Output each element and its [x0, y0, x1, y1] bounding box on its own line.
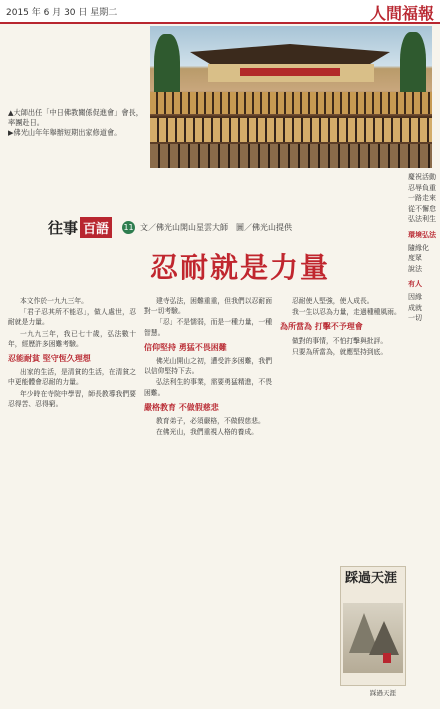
paragraph: 弘法利生的事業，需要勇猛精進，不畏困難。 — [144, 378, 272, 397]
newspaper-logo: 人間福報 — [369, 4, 434, 23]
article-column-2 — [144, 296, 272, 702]
crowd-row-3 — [150, 144, 432, 168]
page-header-bar — [0, 0, 440, 24]
paragraph: 佛光山開山之初，遭受許多困難，我們以信仰堅持下去。 — [144, 357, 272, 376]
temple-group-photo — [150, 26, 432, 168]
right-line: 因緣 — [408, 292, 422, 301]
article-column-3 — [280, 296, 404, 562]
caption-line-1: ▲大師出任「中日佛教關係促進會」會長，率團赴日。 — [8, 108, 143, 127]
mountain-shape — [369, 621, 399, 655]
paragraph: 年少時在寺院中學習，師長教導我們要忍得苦、忍得窮。 — [8, 389, 136, 408]
crowd-row-1 — [150, 92, 432, 114]
crowd-row-2 — [150, 118, 432, 142]
right-line: 從不懈怠 — [408, 204, 436, 213]
column-brand-accent: 百語 — [80, 217, 112, 238]
paragraph: 本文作於一九九三年。 — [20, 297, 88, 305]
paragraph: 做對的事情，不怕打擊與批評。 — [292, 336, 388, 345]
caption-line-2: ▶佛光山年年舉辦短期出家修道會。 — [8, 128, 122, 137]
paragraph: 出家的生活，是清貧的生活，在清貧之中更能體會忍耐的力量。 — [8, 368, 136, 387]
red-banner — [240, 68, 340, 76]
column-brand: 往事 — [48, 218, 79, 237]
book-title: 踩過天涯 — [345, 571, 398, 586]
issue-date: 2015 年 6 月 30 日 星期二 — [6, 8, 118, 18]
right-line: 成就 — [408, 303, 422, 312]
subheading: 嚴格教育 不做假慈悲 — [144, 402, 219, 412]
temple-roof — [190, 44, 390, 64]
photo-caption — [8, 108, 146, 138]
right-line: 隨緣化 — [408, 243, 429, 252]
right-line: 弘法利生 — [408, 215, 436, 224]
paragraph: 建寺弘法，困難重重，但我們以忍耐面對一切考驗。 — [144, 297, 272, 316]
article-title: 忍耐就是力量 — [150, 251, 331, 284]
subheading: 為所當為 打擊不予理會 — [280, 322, 363, 332]
landscape-painting — [343, 603, 403, 673]
paragraph: 一九九三年，我已七十歲，弘法數十年，經歷許多困難考驗。 — [8, 329, 136, 348]
paragraph: 「忍」不是懦弱，而是一種力量，一種智慧。 — [144, 318, 272, 337]
book-caption: 踩過天涯 — [370, 689, 396, 697]
right-line: 忍辱負重 — [408, 183, 436, 192]
subheading: 信仰堅持 勇猛不畏困難 — [144, 342, 227, 352]
right-line: 慶祝活動 — [408, 173, 436, 181]
red-seal — [383, 653, 391, 663]
paragraph: 教育弟子，必須嚴格，不做假慈悲。 — [156, 417, 265, 426]
book-cover-image — [340, 566, 406, 686]
right-line: 說法 — [408, 264, 422, 273]
right-subheading: 有人 — [408, 280, 422, 289]
article-column-1 — [8, 296, 136, 702]
column-header — [48, 216, 292, 238]
issue-number-badge: 11 — [123, 222, 134, 232]
right-line: 度眾 — [408, 254, 422, 263]
right-subheading: 環境弘法 — [408, 230, 436, 239]
right-line: 一切 — [408, 314, 422, 323]
paragraph: 只要為所當為，就應堅持到底。 — [292, 347, 388, 356]
right-neighbor-column — [408, 172, 438, 532]
right-line: 一路走來 — [408, 194, 436, 203]
paragraph: 「君子忍其所不能忍」，做人處世，忍耐就是力量。 — [8, 308, 136, 327]
paragraph: 在佛光山，我們重視人格的養成。 — [156, 428, 258, 437]
byline: 文／佛光山開山星雲大師 圖／佛光山提供 — [140, 222, 293, 232]
paragraph: 我一生以忍為力量，走過種種風雨。 — [292, 308, 401, 317]
subheading: 忍能耐貧 堅守恆久理想 — [8, 354, 91, 364]
paragraph: 忍耐使人堅強，使人成長。 — [292, 297, 374, 305]
